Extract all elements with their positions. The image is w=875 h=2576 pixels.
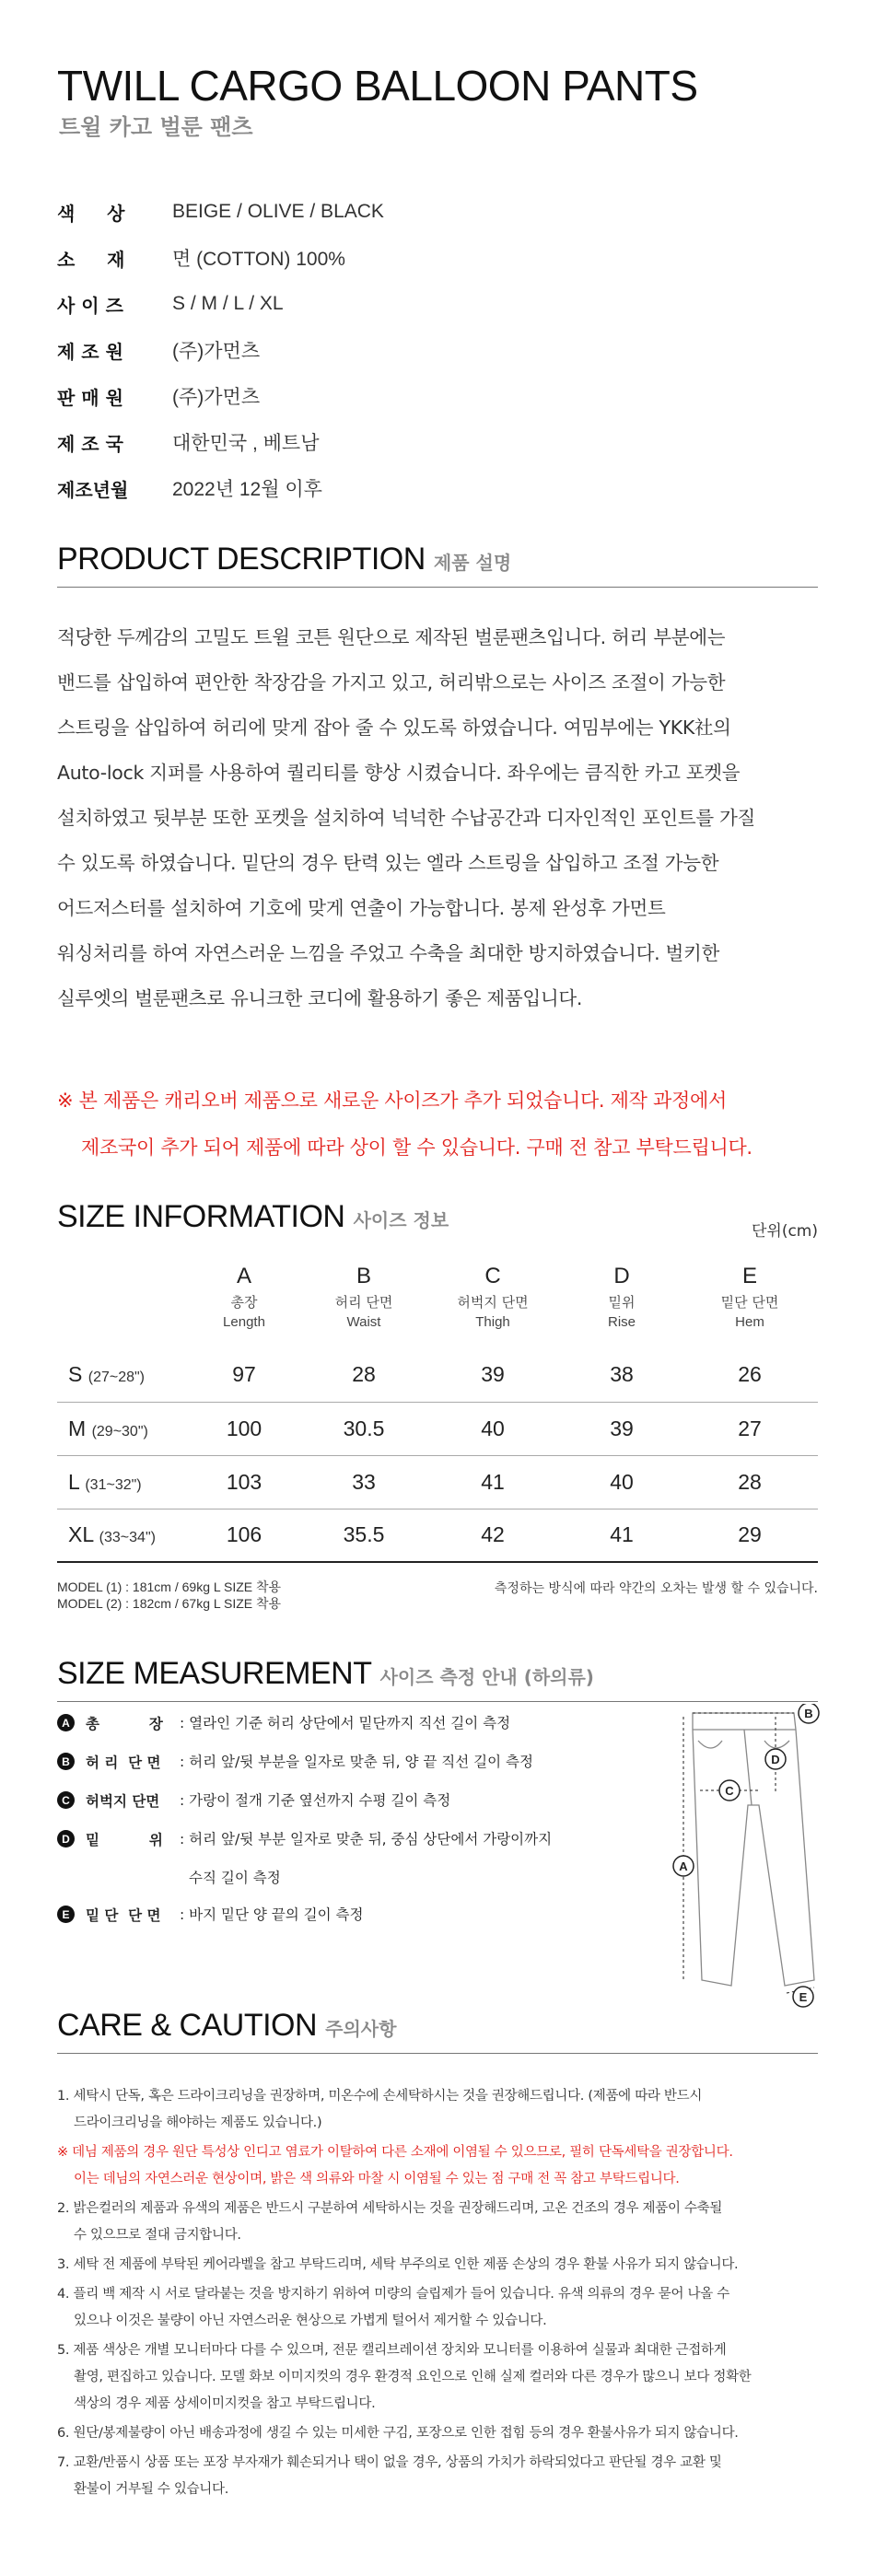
- description-header: [57, 542, 818, 588]
- care-item: [57, 2196, 818, 2249]
- size-cell: [57, 1509, 184, 1562]
- column-en: Rise: [607, 1314, 636, 1330]
- spec-value: 2022년 12월 이후: [172, 479, 322, 500]
- svg-text:C: C: [725, 1784, 734, 1798]
- measurement-title: SIZE MEASUREMENT: [57, 1656, 372, 1691]
- size-info-header: [57, 1199, 702, 1244]
- spec-label: 색 상: [57, 202, 125, 225]
- unit-label: 단위(cm): [751, 1222, 818, 1241]
- value-cell: 106: [184, 1509, 304, 1562]
- column-header: [304, 1264, 424, 1348]
- measurement-item: [57, 1790, 573, 1829]
- value-cell: 33: [304, 1455, 424, 1509]
- measurement-header: [57, 1656, 818, 1702]
- column-header: [184, 1264, 304, 1348]
- tolerance-note: 측정하는 방식에 따라 약간의 오차는 발생 할 수 있습니다.: [494, 1581, 818, 1596]
- description-line: Auto-lock 지퍼를 사용하여 퀄리티를 향상 시켰습니다. 좌우에는 큼직한 카고 포켓을: [57, 762, 741, 784]
- size-range: (27~28"): [88, 1370, 146, 1386]
- description-line: 스트링을 삽입하여 허리에 맞게 잡아 줄 수 있도록 하였습니다. 여밈부에는 YKK社의: [57, 717, 731, 739]
- size-cell: [57, 1348, 184, 1402]
- care-item: [57, 2281, 818, 2335]
- value-cell: 39: [562, 1402, 682, 1455]
- svg-text:E: E: [799, 1990, 808, 2004]
- column-header: [562, 1264, 682, 1348]
- value-cell: 30.5: [304, 1402, 424, 1455]
- care-item: [57, 2450, 818, 2503]
- measurement-text: : 가랑이 절개 기준 옆선까지 수평 길이 측정: [180, 1792, 451, 1809]
- badge-d-icon: D: [57, 1830, 75, 1847]
- value-cell: 97: [184, 1348, 304, 1402]
- size-cell: [57, 1455, 184, 1509]
- care-item: [57, 2083, 818, 2137]
- spec-label: 제 조 국: [57, 432, 123, 455]
- size-name: M: [68, 1416, 87, 1440]
- size-name: XL: [68, 1522, 94, 1547]
- measurement-item: [57, 1905, 573, 1943]
- svg-text:B: B: [804, 1707, 813, 1720]
- description-subtitle: 제품 설명: [433, 552, 512, 574]
- description-line: 실루엣의 벌룬팬츠로 유니크한 코디에 활용하기 좋은 제품입니다.: [57, 987, 583, 1009]
- column-ko: 총장: [230, 1294, 258, 1311]
- spec-row: [57, 465, 818, 511]
- measurement-text: : 바지 밑단 양 끝의 길이 측정: [180, 1906, 364, 1923]
- model-line: MODEL (2) : 182cm / 67kg L SIZE 착용: [57, 1596, 282, 1611]
- product-subtitle: 트윌 카고 벌룬 팬츠: [59, 114, 253, 140]
- pants-diagram: [656, 1704, 858, 2017]
- care-title: CARE & CAUTION: [57, 2008, 318, 2043]
- model-info: [57, 1579, 281, 1612]
- measurement-label: 총 장: [86, 1716, 163, 1732]
- care-line: 3. 세탁 전 제품에 부탁된 케어라벨을 참고 부탁드리며, 세탁 부주의로 인한 제품 손상의 경우 환불 사유가 되지 않습니다.: [57, 2257, 739, 2272]
- table-row: [57, 1348, 818, 1402]
- measurement-label: 허벅지 단면: [86, 1793, 160, 1810]
- care-line: 수 있으므로 절대 금지합니다.: [74, 2228, 241, 2243]
- measurement-label: 허 리 단 면: [86, 1754, 161, 1771]
- column-en: Length: [223, 1314, 265, 1330]
- table-row: [57, 1509, 818, 1562]
- description-body: [57, 615, 818, 1021]
- measurement-text: : 열라인 기준 허리 상단에서 밑단까지 직선 길이 측정: [180, 1715, 511, 1731]
- spec-row: [57, 281, 818, 327]
- size-range: (29~30"): [91, 1423, 148, 1440]
- column-ko: 밑위: [608, 1294, 636, 1311]
- column-letter: B: [356, 1264, 371, 1288]
- svg-text:D: D: [771, 1753, 780, 1766]
- value-cell: 103: [184, 1455, 304, 1509]
- spec-value: (주)가먼츠: [172, 387, 261, 408]
- measurement-item: [57, 1713, 573, 1752]
- care-line: 있으나 이것은 불량이 아닌 자연스러운 현상으로 가볍게 털어서 제거할 수 있습니다.: [74, 2314, 547, 2328]
- care-line: 6. 원단/봉제불량이 아닌 배송과정에 생길 수 있는 미세한 구김, 포장으로 인한 접힘 등의 경우 환불사유가 되지 않습니다.: [57, 2426, 739, 2441]
- value-cell: 29: [682, 1509, 818, 1562]
- value-cell: 41: [562, 1509, 682, 1562]
- measurement-label: 밑 위: [86, 1832, 163, 1848]
- header-empty: [57, 1264, 184, 1348]
- description-line: 밴드를 삽입하여 편안한 착장감을 가지고 있고, 허리밖으로는 사이즈 조절이 가능한: [57, 671, 726, 694]
- column-letter: C: [484, 1264, 501, 1288]
- care-item: [57, 2420, 818, 2447]
- column-header: [424, 1264, 562, 1348]
- column-letter: E: [741, 1264, 757, 1288]
- badge-b-icon: B: [57, 1753, 75, 1770]
- size-name: S: [68, 1362, 83, 1387]
- value-cell: 100: [184, 1402, 304, 1455]
- spec-label: 판 매 원: [57, 386, 123, 409]
- value-cell: 42: [424, 1509, 562, 1562]
- description-title: PRODUCT DESCRIPTION: [57, 542, 426, 577]
- description-line: 워싱처리를 하여 자연스러운 느낌을 주었고 수축을 최대한 방지하였습니다. 벌키한: [57, 942, 720, 964]
- size-table-header: [57, 1264, 818, 1348]
- value-cell: 38: [562, 1348, 682, 1402]
- notice-line: ※ 본 제품은 캐리오버 제품으로 새로운 사이즈가 추가 되었습니다. 제작 과정에서: [57, 1090, 727, 1112]
- measurement-list: [57, 1713, 573, 1943]
- column-en: Hem: [735, 1314, 764, 1330]
- measurement-label: 밑 단 단 면: [86, 1907, 161, 1924]
- care-line: ※ 데님 제품의 경우 원단 특성상 인디고 염료가 이탈하여 다른 소재에 이염될 수 있으므로, 필히 단독세탁을 권장합니다.: [57, 2145, 733, 2160]
- description-line: 어드저스터를 설치하여 기호에 맞게 연출이 가능합니다. 봉제 완성후 가먼트: [57, 897, 666, 919]
- value-cell: 39: [424, 1348, 562, 1402]
- spec-list: [57, 189, 818, 511]
- spec-value: S / M / L / XL: [172, 293, 284, 314]
- value-cell: 41: [424, 1455, 562, 1509]
- care-line: 2. 밝은컬러의 제품과 유색의 제품은 반드시 구분하여 세탁하시는 것을 권장해드리며, 고온 건조의 경우 제품이 수축될: [57, 2201, 723, 2216]
- value-cell: 35.5: [304, 1509, 424, 1562]
- care-item: [57, 2252, 818, 2279]
- description-line: 설치하였고 뒷부분 또한 포켓을 설치하여 넉넉한 수납공간과 디자인적인 포인트를 가질: [57, 807, 756, 829]
- spec-row: [57, 373, 818, 419]
- spec-row: [57, 419, 818, 465]
- care-item: [57, 2337, 818, 2418]
- care-line: 환불이 거부될 수 있습니다.: [74, 2482, 229, 2497]
- value-cell: 28: [682, 1455, 818, 1509]
- measurement-item: [57, 1752, 573, 1790]
- measurement-text-cont: 수직 길이 측정: [189, 1870, 281, 1886]
- table-row: [57, 1455, 818, 1509]
- model-line: MODEL (1) : 181cm / 69kg L SIZE 착용: [57, 1579, 282, 1594]
- measurement-text: [180, 1829, 573, 1888]
- care-line: 이는 데님의 자연스러운 현상이며, 밝은 색 의류와 마찰 시 이염될 수 있는 점 구매 전 꼭 참고 부탁드립니다.: [74, 2172, 680, 2186]
- badge-a-icon: A: [57, 1714, 75, 1731]
- description-line: 수 있도록 하였습니다. 밑단의 경우 탄력 있는 엘라 스트링을 삽입하고 조절 가능한: [57, 852, 719, 874]
- product-title: TWILL CARGO BALLOON PANTS: [57, 62, 698, 110]
- svg-text:A: A: [679, 1859, 688, 1873]
- size-range: (31~32"): [85, 1476, 142, 1493]
- measurement-subtitle: 사이즈 측정 안내 (하의류): [379, 1666, 594, 1688]
- badge-e-icon: E: [57, 1906, 75, 1923]
- value-cell: 27: [682, 1402, 818, 1455]
- value-cell: 26: [682, 1348, 818, 1402]
- size-info-title: SIZE INFORMATION: [57, 1199, 345, 1234]
- spec-label: 소 재: [57, 248, 125, 271]
- size-name: L: [68, 1469, 79, 1494]
- pants-outline: [693, 1713, 814, 1986]
- spec-value: 면 (COTTON) 100%: [172, 249, 345, 270]
- spec-label: 사 이 즈: [57, 294, 123, 317]
- measurement-item: [57, 1829, 573, 1905]
- column-ko: 허벅지 단면: [457, 1294, 529, 1311]
- care-line: 5. 제품 색상은 개별 모니터마다 다를 수 있으며, 전문 캘리브레이션 장치와 모니터를 이용하여 실물과 최대한 근접하게: [57, 2343, 727, 2358]
- value-cell: 28: [304, 1348, 424, 1402]
- care-line: 색상의 경우 제품 상세이미지컷을 참고 부탁드립니다.: [74, 2396, 376, 2411]
- care-warning: [57, 2139, 818, 2193]
- description-line: 적당한 두께감의 고밀도 트윌 코튼 원단으로 제작된 벌룬팬츠입니다. 허리 부분에는: [57, 626, 726, 648]
- value-cell: 40: [562, 1455, 682, 1509]
- table-row: [57, 1402, 818, 1455]
- column-letter: D: [613, 1264, 630, 1288]
- spec-row: [57, 235, 818, 281]
- care-line: 7. 교환/반품시 상품 또는 포장 부자재가 훼손되거나 택이 없을 경우, 상품의 가치가 하락되었다고 판단될 경우 교환 및: [57, 2455, 722, 2470]
- spec-label: 제조년월: [57, 478, 129, 501]
- column-ko: 밑단 단면: [720, 1294, 779, 1311]
- column-ko: 허리 단면: [334, 1294, 393, 1311]
- care-subtitle: 주의사항: [325, 2018, 397, 2040]
- badge-c-icon: C: [57, 1791, 75, 1809]
- spec-label: 제 조 원: [57, 340, 123, 363]
- column-header: [682, 1264, 818, 1348]
- measurement-text: : 허리 앞/뒷 부분을 일자로 맞춘 뒤, 양 끝 직선 길이 측정: [180, 1754, 534, 1770]
- care-line: 1. 세탁시 단독, 혹은 드라이크리닝을 권장하며, 미온수에 손세탁하시는 것을 권장해드립니다. (제품에 따라 반드시: [57, 2089, 703, 2104]
- spec-value: BEIGE / OLIVE / BLACK: [172, 201, 384, 222]
- care-line: 드라이크리닝을 해야하는 제품도 있습니다.): [74, 2116, 322, 2130]
- spec-row: [57, 189, 818, 235]
- column-en: Thigh: [475, 1314, 510, 1330]
- size-range: (33~34"): [99, 1530, 156, 1546]
- spec-row: [57, 327, 818, 373]
- size-table: [57, 1264, 818, 1563]
- care-line: 촬영, 편집하고 있습니다. 모델 화보 이미지컷의 경우 환경적 요인으로 인해 실제 컬러와 다른 경우가 많으니 보다 정확한: [74, 2370, 752, 2384]
- size-info-subtitle: 사이즈 정보: [353, 1209, 449, 1231]
- column-letter: A: [236, 1264, 251, 1288]
- measurement-text-line: : 허리 앞/뒷 부분 일자로 맞춘 뒤, 중심 상단에서 가랑이까지: [180, 1831, 553, 1847]
- size-cell: [57, 1402, 184, 1455]
- column-en: Waist: [346, 1314, 381, 1330]
- notice-line: 제조국이 추가 되어 제품에 따라 상이 할 수 있습니다. 구매 전 참고 부탁드립니다.: [81, 1136, 752, 1159]
- value-cell: 40: [424, 1402, 562, 1455]
- care-list: [57, 2083, 818, 2506]
- care-line: 4. 플리 백 제작 시 서로 달라붙는 것을 방지하기 위하여 미량의 슬립제가 들어 있습니다. 유색 의류의 경우 묻어 나올 수: [57, 2287, 729, 2302]
- carryover-notice: [57, 1078, 818, 1171]
- spec-value: (주)가먼츠: [172, 341, 261, 362]
- spec-value: 대한민국 , 베트남: [172, 433, 320, 454]
- care-header: [57, 2008, 818, 2054]
